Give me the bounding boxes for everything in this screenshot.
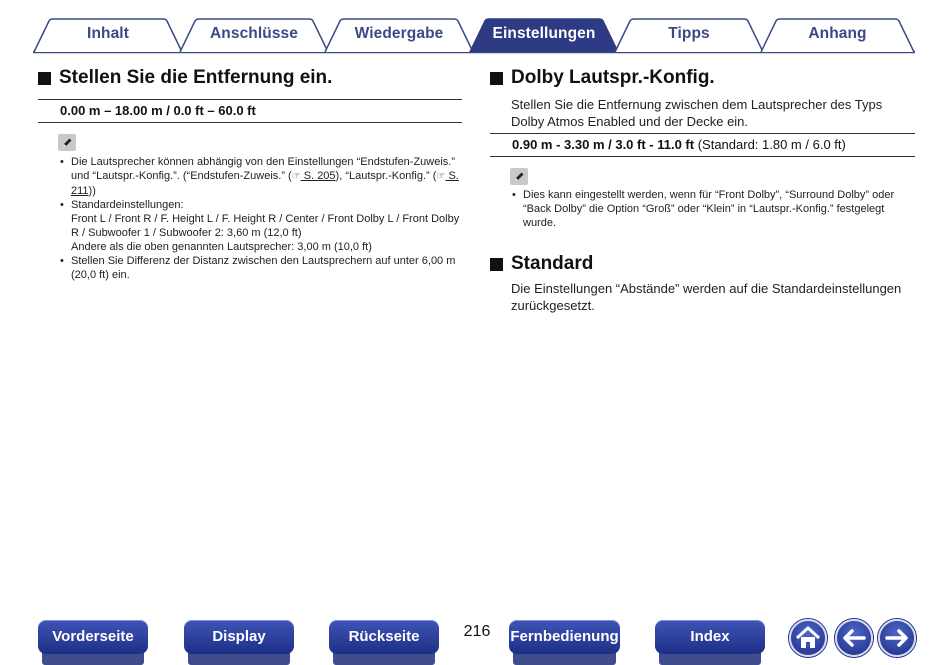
tab-anhang[interactable] [760, 18, 915, 52]
button-label: Fernbedienung [510, 628, 619, 645]
tab-tipps[interactable] [614, 18, 764, 52]
square-bullet-icon [38, 72, 51, 85]
range-default-text: (Standard: 1.80 m / 6.0 ft) [694, 137, 846, 152]
range-text: 0.00 m – 18.00 m / 0.0 ft – 60.0 ft [60, 103, 256, 118]
square-bullet-icon [490, 72, 503, 85]
list-item [60, 155, 462, 198]
note-text: Dies kann eingestellt werden, wenn für “Front Dolby”, “Surround Dolby” oder “Back Dolby” die Option “Groß” oder “Klein” in “Lautspr.-Konfig.” festgelegt wurde. [523, 189, 895, 229]
button-face [184, 620, 294, 654]
button-label: Display [212, 628, 266, 645]
fernbedienung-button[interactable] [509, 620, 620, 658]
page-ref-link[interactable]: S. 211 [71, 170, 459, 197]
section-heading [490, 66, 915, 90]
notes-list [60, 155, 462, 282]
button-label: Index [690, 628, 730, 645]
pencil-icon [510, 168, 528, 185]
home-button[interactable] [789, 619, 827, 657]
home-icon [791, 621, 825, 655]
tab-label: Wiedergabe [354, 25, 444, 42]
tab-einstellungen[interactable] [469, 18, 619, 52]
page-ref-link[interactable]: S. 205 [300, 170, 336, 182]
display-button[interactable] [184, 620, 294, 658]
note-text: • Standardeinstellungen: [71, 199, 184, 211]
tab-label: Inhalt [87, 25, 129, 42]
tab-inhalt[interactable] [33, 18, 183, 52]
button-face [38, 620, 148, 654]
note-text: ), “Lautspr.-Konfig.” ( [335, 170, 437, 182]
heading-text: Dolby Lautspr.-Konfig. [511, 67, 715, 88]
button-label: Vorderseite [52, 628, 134, 645]
paragraph: Die Einstellungen “Abstände” werden auf die Standardeinstellungen zurückgesetzt. [511, 281, 902, 313]
range-box [38, 99, 462, 123]
button-face [329, 620, 439, 654]
tab-bar [0, 0, 950, 58]
notes-list [512, 188, 915, 230]
heading-text: Standard [511, 253, 594, 274]
note-text: )) [88, 185, 96, 197]
tab-anschluesse[interactable] [179, 18, 329, 52]
square-bullet-icon [490, 258, 503, 271]
section-heading [490, 252, 915, 276]
range-text: 0.90 m - 3.30 m / 3.0 ft - 11.0 ft [512, 137, 695, 152]
left-column [38, 66, 462, 282]
list-item [512, 188, 915, 230]
tab-label: Tipps [668, 25, 710, 42]
arrow-left-icon [837, 621, 871, 655]
tab-label: Anschlüsse [209, 25, 298, 42]
arrow-right-icon [880, 621, 914, 655]
pencil-icon [58, 134, 76, 151]
index-button[interactable] [655, 620, 765, 658]
list-item [60, 198, 462, 254]
heading-text: Stellen Sie die Entfernung ein. [59, 67, 333, 88]
note-text: Die Lautsprecher können abhängig von den Einstellungen “Endstufen-Zuweis.” und “Lautspr.-Konfig.”. (“Endstufen-Zuweis.” ( [71, 156, 456, 182]
back-button[interactable] [835, 619, 873, 657]
button-face [509, 620, 620, 654]
list-item [60, 254, 462, 282]
tab-wiedergabe[interactable] [324, 18, 474, 52]
tab-label: Anhang [808, 25, 867, 42]
section-heading [38, 66, 462, 90]
note-text: Andere als die oben genannten Lautsprecher: 3,00 m (10,0 ft) [71, 241, 372, 253]
pointing-hand-icon: ☞ [436, 171, 446, 182]
paragraph: Stellen Sie die Entfernung zwischen dem Lautsprecher des Typs Dolby Atmos Enabled und der Decke ein. [511, 97, 883, 129]
rueckseite-button[interactable] [329, 620, 439, 658]
pointing-hand-icon: ☞ [291, 171, 301, 182]
button-label: Rückseite [348, 628, 420, 645]
note-text: Stellen Sie Differenz der Distanz zwischen den Lautsprechern auf unter 6,00 m (20,0 ft) ein. [71, 255, 456, 281]
forward-button[interactable] [878, 619, 916, 657]
button-face [655, 620, 765, 654]
vorderseite-button[interactable] [38, 620, 148, 658]
range-box [490, 133, 915, 157]
right-column [490, 66, 915, 314]
tab-label: Einstellungen [492, 25, 596, 42]
note-text: Front L / Front R / F. Height L / F. Height R / Center / Front Dolby L / Front Dolby R / Subwoofer 1 / Subwoofer 2: 3,60 m (12,0 ft) [71, 213, 460, 239]
page-number: 216 [463, 623, 491, 640]
